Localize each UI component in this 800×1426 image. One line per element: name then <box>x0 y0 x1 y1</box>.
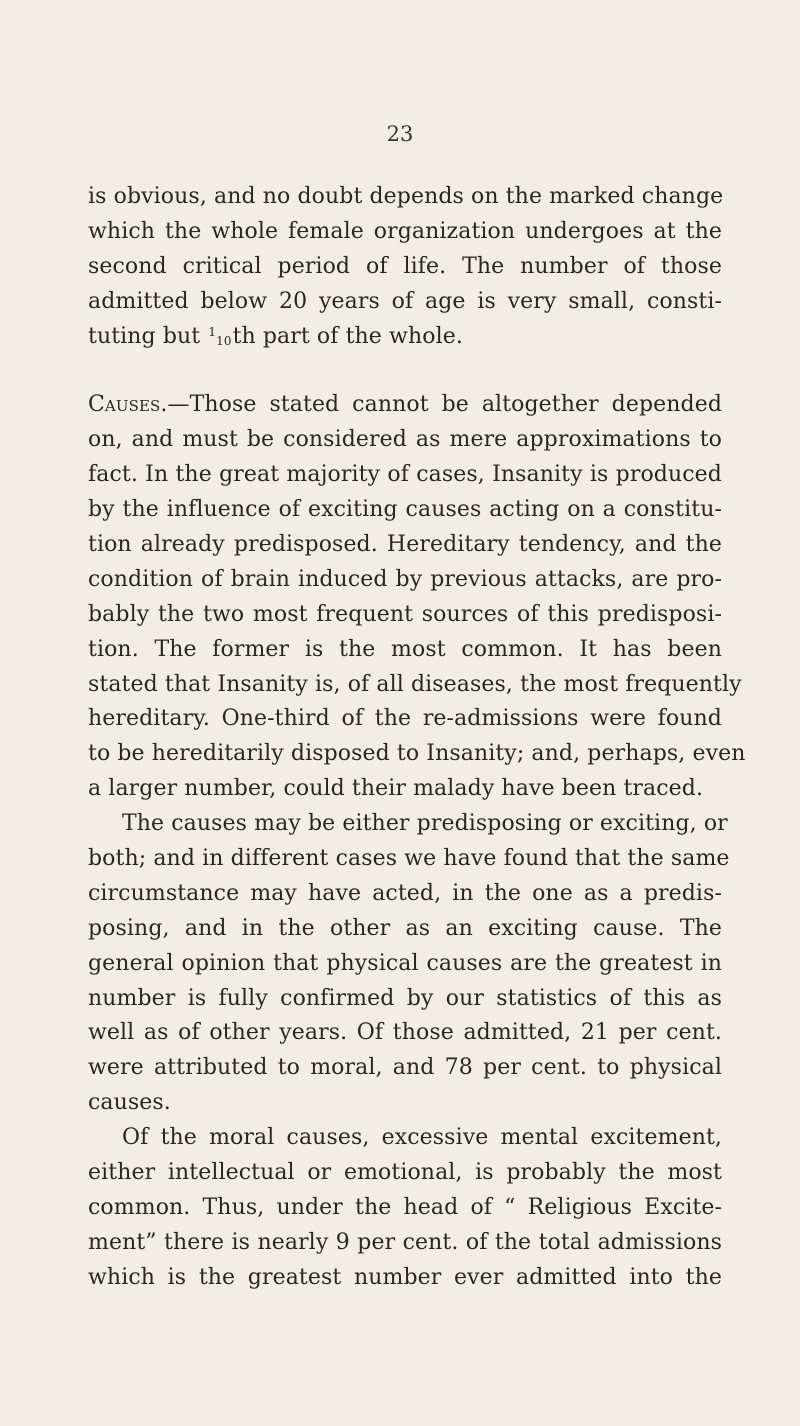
text-line: ment” there is nearly 9 per cent. of the total admissions <box>88 1229 722 1255</box>
text-line: well as of other years. Of those admitted, 21 per cent. <box>88 1020 722 1046</box>
text-line: tion. The former is the most common. It has been <box>88 636 722 662</box>
text-line: either intellectual or emotional, is probably the most <box>88 1160 722 1186</box>
text-line: fact. In the great majority of cases, Insanity is produced <box>88 462 722 488</box>
text-line: which the whole female organization undergoes at the <box>88 218 722 244</box>
text-line: hereditary. One-third of the re-admissions were found <box>88 706 722 732</box>
text-line: to be hereditarily disposed to Insanity; and, perhaps, even <box>88 741 746 767</box>
text-line: a larger number, could their malady have been traced. <box>88 776 704 802</box>
text-line: by the influence of exciting causes acting on a constitu- <box>88 497 722 523</box>
paragraph-4 <box>88 1121 722 1295</box>
paragraph-1 <box>88 180 722 354</box>
text-line: on, and must be considered as mere approximations to <box>88 427 722 453</box>
text-line: circumstance may have acted, in the one as a predis- <box>88 880 722 906</box>
text-fragment: —Those stated cannot be altogether depended <box>167 392 722 418</box>
text-line: condition of brain induced by previous attacks, are pro- <box>88 566 722 592</box>
text-line: The causes may be either predisposing or exciting, or <box>122 811 728 837</box>
paragraph-2 <box>88 388 746 807</box>
text-line: which is the greatest number ever admitted into the <box>88 1264 722 1290</box>
text-line: is obvious, and no doubt depends on the marked change <box>88 184 724 209</box>
text-fragment: th part of the whole. <box>232 323 463 349</box>
text-line: admitted below 20 years of age is very small, consti- <box>88 288 722 314</box>
text-line: were attributed to moral, and 78 per cent. to physical <box>88 1055 722 1081</box>
text-line: both; and in different cases we have found that the same <box>88 846 730 872</box>
text-line: Of the moral causes, excessive mental excitement, <box>122 1125 722 1151</box>
text-line: stated that Insanity is, of all diseases, the most frequently <box>88 671 742 697</box>
text-line: causes. <box>88 1090 171 1116</box>
fraction-denominator: 10 <box>216 333 232 348</box>
text-line: general opinion that physical causes are the greatest in <box>88 950 722 976</box>
text-line: number is fully confirmed by our statistics of this as <box>88 985 722 1011</box>
text-line: second critical period of life. The number of those <box>88 253 722 279</box>
text-line: tion already predisposed. Hereditary tendency, and the <box>88 532 722 558</box>
fraction-numerator: 1 <box>208 324 217 339</box>
text-line: bably the two most frequent sources of this predisposi- <box>88 601 722 627</box>
page-number: 23 <box>386 122 414 146</box>
text-line: common. Thus, under the head of “ Religious Excite- <box>88 1194 722 1220</box>
paragraph-3 <box>88 807 730 1121</box>
section-heading: Causes. <box>88 392 168 418</box>
fraction <box>208 326 231 347</box>
body-text <box>88 180 746 1296</box>
text-fragment: tuting but <box>88 323 208 349</box>
text-line <box>88 320 722 355</box>
text-line: posing, and in the other as an exciting cause. The <box>88 915 722 941</box>
paragraph-gap <box>88 354 722 388</box>
text-line <box>88 388 722 423</box>
